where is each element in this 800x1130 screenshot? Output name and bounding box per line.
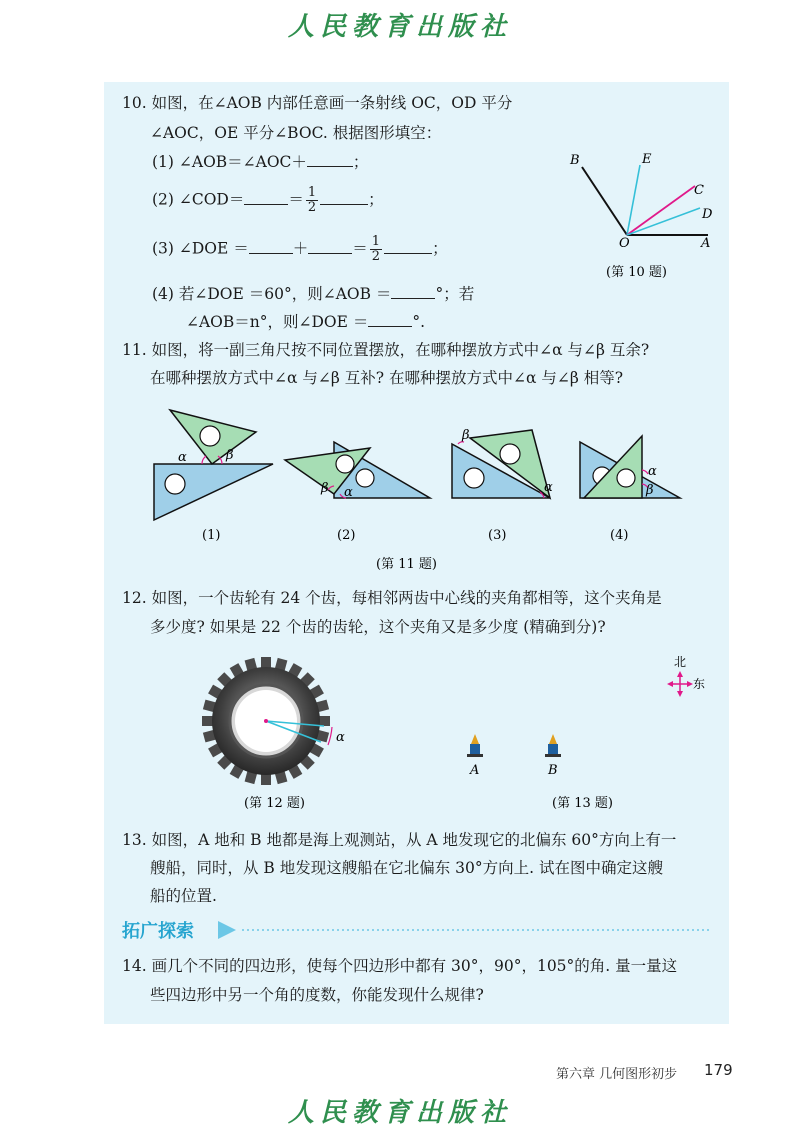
q14-line1: 14. 画几个不同的四边形，使每个四边形中都有 30°，90°，105°的角. 量一量这 xyxy=(122,957,678,975)
label-c: C xyxy=(694,183,704,198)
q10-part4-text-b: °；若 xyxy=(435,285,475,303)
q10-part2-eq: ＝ xyxy=(288,190,304,209)
label-d: D xyxy=(702,207,713,222)
answer-blank[interactable] xyxy=(244,190,288,205)
beta-label: β xyxy=(321,481,329,496)
q10-line1: 10. 如图，在∠AOB 内部任意画一条射线 OC，OD 平分 xyxy=(122,94,513,112)
setsquare-arrangement-2 xyxy=(285,442,430,543)
q10-part3-plus: ＋ xyxy=(292,239,309,258)
answer-blank[interactable] xyxy=(249,239,293,254)
q10-part1 xyxy=(152,152,368,172)
ray-oc xyxy=(627,186,695,235)
setsquare-arrangement-1 xyxy=(154,410,273,543)
page-number: 179 xyxy=(704,1061,733,1079)
arrangement-label-4: (4) xyxy=(610,528,629,543)
figure-10-caption: (第 10 题) xyxy=(606,265,667,280)
beta-label: β xyxy=(226,448,234,463)
setsquare-arrangement-3 xyxy=(452,428,553,543)
q13-line2: 艘船，同时，从 B 地发现这艘船在它北偏东 30°方向上. 试在图中确定这艘 xyxy=(150,859,664,877)
q12-line2: 多少度? 如果是 22 个齿的齿轮，这个夹角又是多少度 (精确到分)? xyxy=(150,618,606,636)
alpha-label: α xyxy=(544,480,553,495)
chapter-footer: 第六章 几何图形初步 xyxy=(556,1067,678,1082)
arrangement-label-3: (3) xyxy=(488,528,507,543)
arrangement-label-1: (1) xyxy=(202,528,221,543)
figure-11-caption: (第 11 题) xyxy=(376,557,437,572)
q10-part1-end: ； xyxy=(352,153,369,171)
q13-line3: 船的位置. xyxy=(150,887,217,905)
answer-blank[interactable] xyxy=(368,312,412,327)
figure-12-caption: (第 12 题) xyxy=(244,796,305,811)
gear-center xyxy=(264,719,268,723)
triangle-hole xyxy=(464,468,484,488)
station-a-icon xyxy=(467,734,483,757)
triangle-hole xyxy=(336,455,354,473)
station-b-label: B xyxy=(548,763,558,778)
triangle-hole xyxy=(356,469,374,487)
q14-line2: 些四边形中另一个角的度数，你能发现什么规律? xyxy=(150,986,484,1004)
q10-part3-end: ； xyxy=(432,239,448,258)
answer-blank[interactable] xyxy=(391,284,435,299)
q10-part2 xyxy=(152,186,384,215)
beta-label: β xyxy=(462,428,470,443)
ray-od xyxy=(627,208,700,235)
label-o: O xyxy=(619,236,630,251)
q10-part3-eq: ＝ xyxy=(352,239,368,258)
label-b: B xyxy=(570,153,580,168)
label-e: E xyxy=(642,152,652,167)
q10-part2-text: (2) ∠COD＝ xyxy=(152,190,245,209)
answer-blank[interactable] xyxy=(308,239,352,254)
fraction-numerator: 1 xyxy=(371,234,381,249)
fraction-half xyxy=(370,235,382,264)
alpha-label: α xyxy=(344,485,353,500)
fraction-denominator: 2 xyxy=(307,200,317,215)
ray-oe xyxy=(627,165,640,235)
triangle-hole xyxy=(165,474,185,494)
q12-line1: 12. 如图，一个齿轮有 24 个齿，每相邻两齿中心线的夹角都相等，这个夹角是 xyxy=(122,589,662,607)
q10-line2: ∠AOC，OE 平分∠BOC. 根据图形填空： xyxy=(150,124,442,142)
q10-part3 xyxy=(152,235,448,264)
ray-ob xyxy=(582,167,627,235)
angle-alpha-arc xyxy=(328,727,332,745)
section-divider xyxy=(216,919,712,941)
q10-part2-end: ； xyxy=(368,190,384,209)
alpha-label: α xyxy=(178,450,187,465)
q10-part4-line1 xyxy=(152,284,474,304)
q10-part4-text-c: ∠AOB＝n°，则∠DOE ＝ xyxy=(186,313,369,331)
figure-13-caption: (第 13 题) xyxy=(552,796,613,811)
compass-icon xyxy=(667,671,693,697)
q11-line1: 11. 如图，将一副三角尺按不同位置摆放，在哪种摆放方式中∠α 与∠β 互余? xyxy=(122,341,650,359)
q10-part4-text-a: (4) 若∠DOE ＝60°，则∠AOB ＝ xyxy=(152,285,392,303)
q10-part4-line2 xyxy=(186,312,425,332)
north-label: 北 xyxy=(674,655,687,669)
triangle-hole xyxy=(500,444,520,464)
figure-12-gear xyxy=(200,655,370,820)
q11-line2: 在哪种摆放方式中∠α 与∠β 互补? 在哪种摆放方式中∠α 与∠β 相等? xyxy=(150,369,624,387)
publisher-logo-bottom: 人民教育出版社 xyxy=(287,1098,512,1128)
station-a-label: A xyxy=(470,763,480,778)
triangle-hole xyxy=(617,469,635,487)
answer-blank[interactable] xyxy=(320,190,368,205)
east-label: 东 xyxy=(693,677,706,691)
fraction-half xyxy=(306,186,318,215)
q13-line1: 13. 如图，A 地和 B 地都是海上观测站，从 A 地发现它的北偏东 60°方向上有一 xyxy=(122,831,677,849)
play-arrow-icon xyxy=(218,921,236,939)
arrangement-label-2: (2) xyxy=(337,528,356,543)
station-b-icon xyxy=(545,734,561,757)
fraction-numerator: 1 xyxy=(307,185,317,200)
section-title-extension: 拓广探索 xyxy=(122,921,194,942)
figure-13-map xyxy=(450,650,720,820)
alpha-label: α xyxy=(336,730,345,745)
angle-alpha-arc xyxy=(202,456,206,464)
triangle-hole xyxy=(200,426,220,446)
publisher-logo-top: 人民教育出版社 xyxy=(287,12,512,42)
figure-11-set-squares xyxy=(140,398,700,578)
q10-part1-text: (1) ∠AOB＝∠AOC＋ xyxy=(152,153,307,171)
q10-part4-text-d: °. xyxy=(412,313,426,331)
beta-label: β xyxy=(646,483,654,498)
q10-part3-text: (3) ∠DOE ＝ xyxy=(152,239,249,258)
answer-blank[interactable] xyxy=(307,152,353,167)
alpha-label: α xyxy=(648,464,657,479)
label-a: A xyxy=(701,236,711,251)
answer-blank[interactable] xyxy=(384,239,432,254)
fraction-denominator: 2 xyxy=(371,249,381,264)
figure-10-angle-diagram xyxy=(560,150,720,285)
setsquare-arrangement-4 xyxy=(580,436,680,543)
